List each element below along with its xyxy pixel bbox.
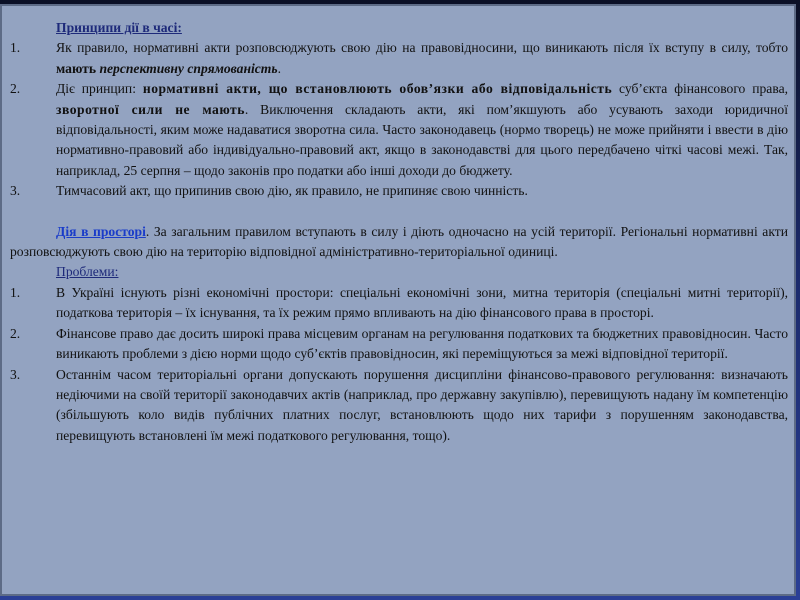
- list-number: 1.: [10, 284, 21, 300]
- text-panel: [0, 4, 796, 596]
- list-item: [10, 283, 788, 324]
- slide-content: [10, 18, 788, 446]
- item-bold-text: нормативні акти, що встановлюють обов’язки або відповідальність: [142, 81, 613, 97]
- list-number: 3.: [10, 366, 21, 382]
- item-bold-text: мають: [56, 60, 100, 76]
- time-principles-heading: Принципи дії в часі:: [56, 20, 182, 35]
- spacer: [10, 202, 788, 222]
- item-text: . Виключення складають акти, які пом’якшують або усувають заходи юридичної відповідальності, яким може надаватися зворотна сила. Часто законодавець (нормо творець) не може прийняти і ввести в дію нормативно-правовий або індивідуально-правовий акт, якщо в законодавстві для цього передбачено чіткі часові межі. Так, наприклад, 25 серпня – щодо законів про податки або інші доходи до бюджету.: [56, 101, 788, 178]
- space-principle-paragraph: [10, 222, 788, 263]
- list-item: [10, 365, 788, 447]
- list-number: 1.: [10, 40, 21, 56]
- list-number: 3.: [10, 183, 21, 199]
- list-number: 2.: [10, 81, 21, 97]
- item-text: Фінансове право дає досить широкі права місцевим органам на регулювання податкових та бюджетних правовідносин. Часто виникають проблеми з дією норми щодо суб’єктів правовідносин, які переміщуються за межі відповідної території.: [56, 325, 788, 362]
- list-item: [10, 324, 788, 365]
- item-text: .: [277, 60, 282, 76]
- list-number: 2.: [10, 325, 21, 341]
- space-action-link[interactable]: Дія в просторі: [56, 223, 146, 239]
- item-text: Як правило, нормативні акти розповсюджують свою дію на правовідносини, що виникають після їх вступу в силу, тобто: [56, 40, 788, 56]
- item-text: суб’єкта фінансового права,: [612, 81, 789, 97]
- item-bold-italic-text: перспективну спрямованість: [99, 60, 278, 76]
- item-text: Тимчасовий акт, що припинив свою дію, як правило, не припиняє свою чинність.: [56, 183, 528, 199]
- item-text: В Україні існують різні економічні простори: спеціальні економічні зони, митна територія (спеціальні митні території), податкова територія – їх існування, та їх режим прямо впливають на дію фінансового права в просторі.: [56, 284, 788, 321]
- list-item: [10, 79, 788, 181]
- list-item: [10, 181, 788, 201]
- list-item: [10, 38, 788, 79]
- item-text: Останнім часом територіальні органи допускають порушення дисципліни фінансово-правового регулювання: визначають недіючими на своїй території законодавчих актів (наприклад, про державну закупівлю), перевищують надану їм компетенцію (збільшують коло видів публічних платних послуг, встановлюють щодо них тарифи з порушенням законодавства, перевищують встановлені їм межі податкового регулювання, тощо).: [56, 366, 788, 443]
- item-bold-text: зворотної сили не мають: [56, 101, 245, 117]
- paragraph-text: . За загальним правилом вступають в силу і діють одночасно на усій території. Регіональні нормативні акти розповсюджують свою дію на територію відповідної адміністративно-територіальної одиниці.: [10, 223, 788, 260]
- item-text: Діє принцип:: [56, 81, 143, 97]
- problems-heading: Проблеми:: [56, 264, 119, 280]
